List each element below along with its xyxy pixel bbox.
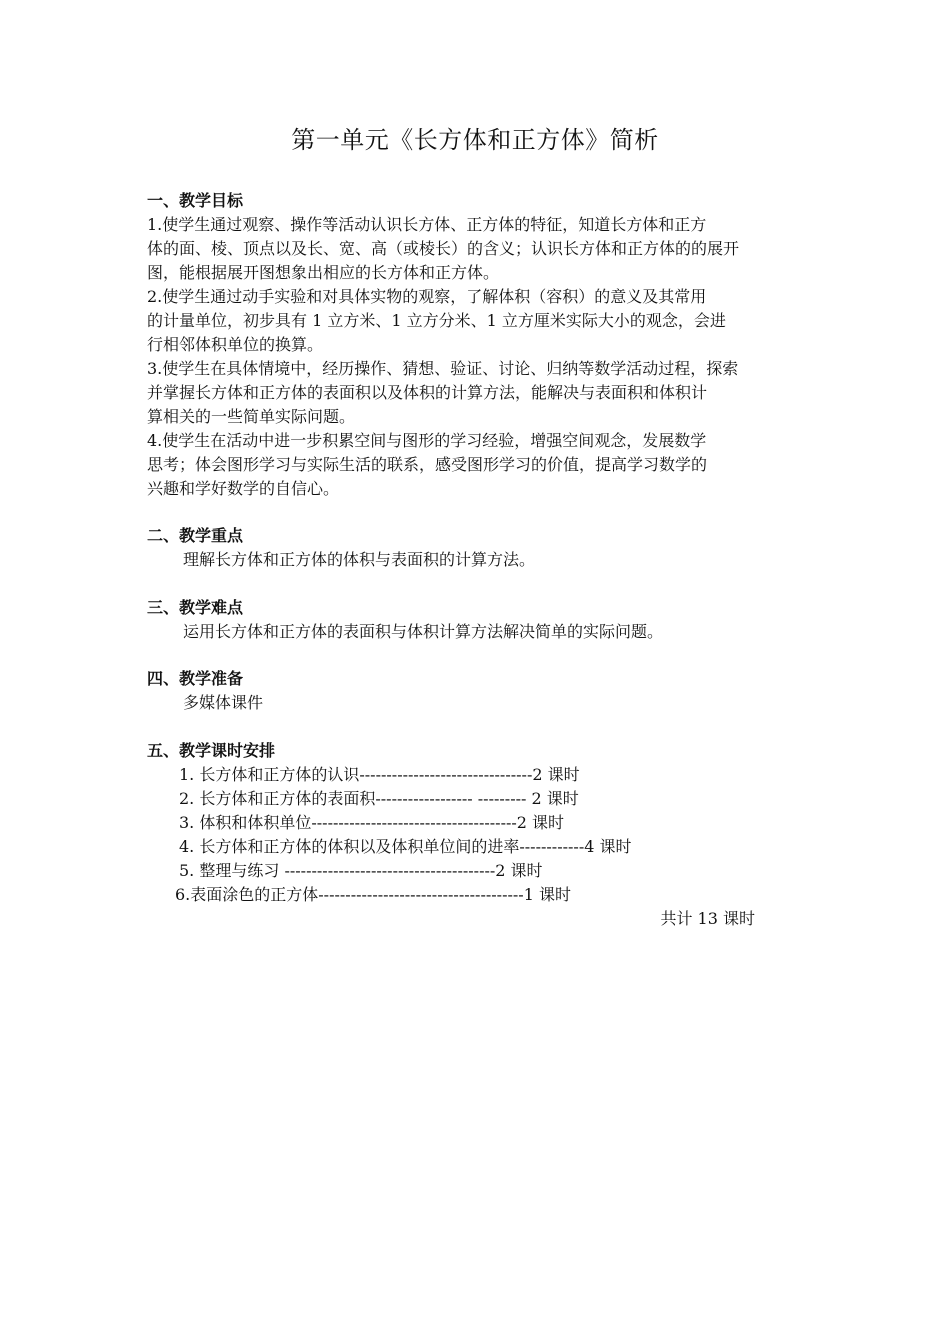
heading-preparation: 四、教学准备	[147, 669, 244, 688]
goals-line: 2.使学生通过动手实验和对具体实物的观察，了解体积（容积）的意义及其常用	[147, 287, 707, 306]
schedule-item: 2. 长方体和正方体的表面积------------------ --------- 2 课时	[179, 789, 579, 808]
goals-line: 图，能根据展开图想象出相应的长方体和正方体。	[147, 263, 500, 282]
goals-line: 算相关的一些简单实际问题。	[147, 407, 356, 426]
schedule-item: 4. 长方体和正方体的体积以及体积单位间的进率------------4 课时	[179, 837, 632, 856]
goals-line: 兴趣和学好数学的自信心。	[147, 479, 340, 498]
heading-focus: 二、教学重点	[147, 526, 244, 545]
heading-schedule: 五、教学课时安排	[147, 741, 276, 760]
goals-line: 思考；体会图形学习与实际生活的联系，感受图形学习的价值，提高学习数学的	[147, 455, 708, 474]
goals-line: 行相邻体积单位的换算。	[147, 335, 324, 354]
focus-text: 理解长方体和正方体的体积与表面积的计算方法。	[183, 550, 536, 569]
heading-goals: 一、教学目标	[147, 191, 244, 210]
goals-line: 的计量单位，初步具有 1 立方米、1 立方分米、1 立方厘米实际大小的观念，会进	[147, 311, 726, 330]
schedule-total: 共计 13 课时	[660, 909, 755, 928]
goals-line: 3.使学生在具体情境中，经历操作、猜想、验证、讨论、归纳等数学活动过程，探索	[147, 359, 739, 378]
schedule-item: 6.表面涂色的正方体--------------------------------------1 课时	[175, 885, 571, 904]
difficulty-text: 运用长方体和正方体的表面积与体积计算方法解决简单的实际问题。	[183, 622, 664, 641]
goals-line: 体的面、棱、顶点以及长、宽、高（或棱长）的含义；认识长方体和正方体的的展开	[147, 239, 740, 258]
heading-difficulty: 三、教学难点	[147, 598, 244, 617]
page-title: 第一单元《长方体和正方体》简析	[291, 126, 659, 154]
goals-line: 1.使学生通过观察、操作等活动认识长方体、正方体的特征，知道长方体和正方	[147, 215, 707, 234]
goals-line: 并掌握长方体和正方体的表面积以及体积的计算方法，能解决与表面积和体积计	[147, 383, 708, 402]
goals-line: 4.使学生在活动中进一步积累空间与图形的学习经验，增强空间观念，发展数学	[147, 431, 707, 450]
schedule-item: 3. 体积和体积单位--------------------------------------2 课时	[179, 813, 565, 832]
schedule-item: 5. 整理与练习 ---------------------------------------2 课时	[179, 861, 543, 880]
schedule-item: 1. 长方体和正方体的认识--------------------------------2 课时	[179, 765, 580, 784]
preparation-text: 多媒体课件	[183, 693, 264, 712]
